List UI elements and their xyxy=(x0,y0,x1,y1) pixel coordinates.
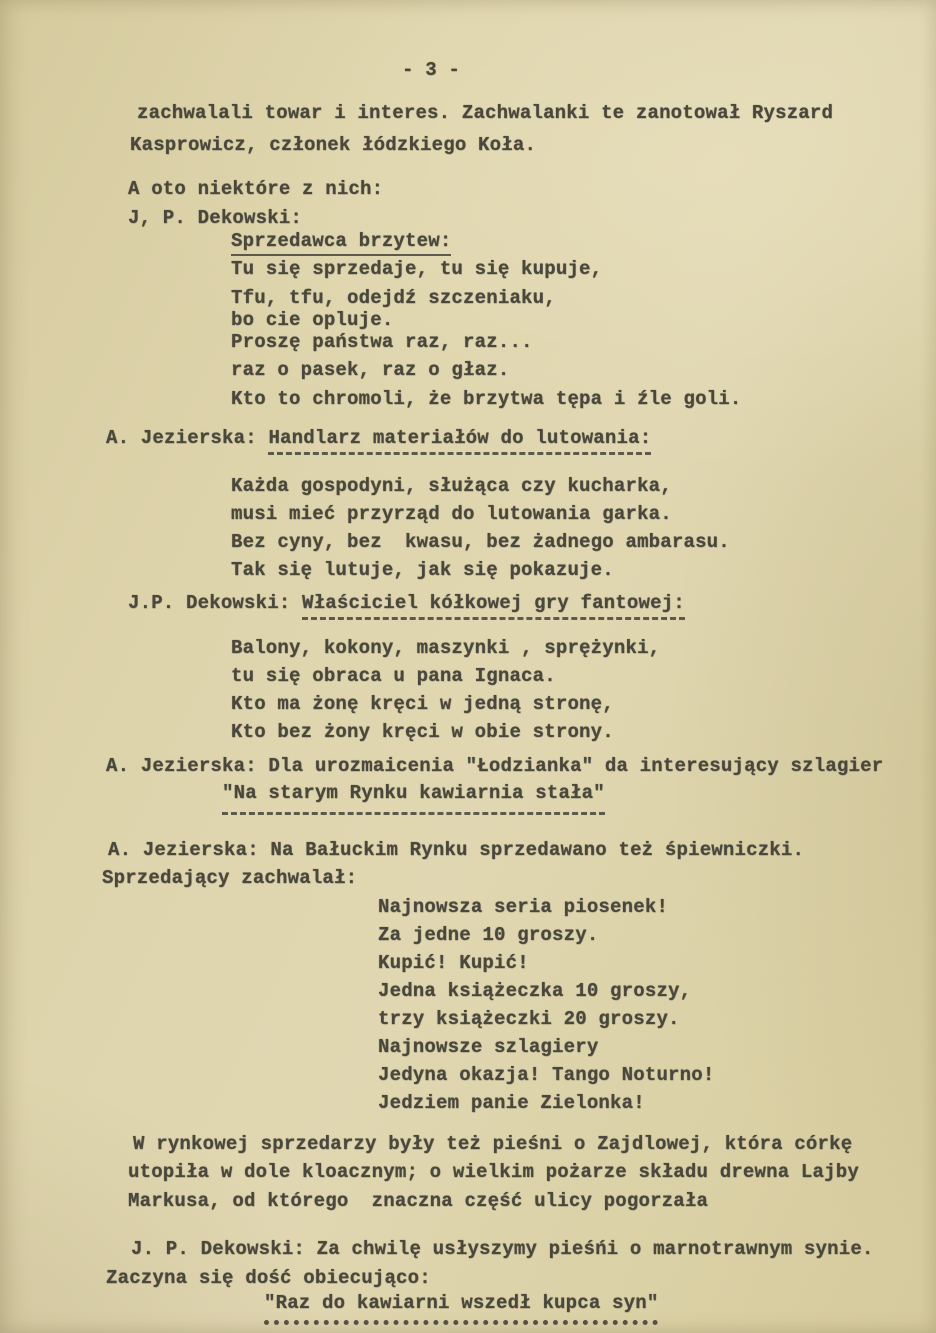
market-paragraph-line-3: Markusa, od którego znaczna część ulicy pogorzała xyxy=(128,1190,709,1212)
songbooks-intro-line-2: Sprzedający zachwalał: xyxy=(102,867,358,889)
razor-verse-line: bo cie opluje. xyxy=(231,309,394,331)
market-paragraph-line-2: utopiła w dole kloacznym; o wielkim pożarze składu drewna Lajby xyxy=(128,1161,859,1183)
solder-author: A. Jezierska: xyxy=(106,427,269,449)
szlagier-intro-line: A. Jezierska: Dla urozmaicenia "Łodzianka" da interesujący szlagier xyxy=(106,755,884,777)
chant-line: trzy książeczki 20 groszy. xyxy=(378,1008,680,1030)
chant-line: Jedna książeczka 10 groszy, xyxy=(378,980,692,1002)
intro-lead-line: A oto niektóre z nich: xyxy=(128,178,384,200)
chant-line: Jedyna okazja! Tango Noturno! xyxy=(378,1064,715,1086)
solder-section-heading xyxy=(106,426,651,455)
lottery-verse-line: tu się obraca u pana Ignaca. xyxy=(231,665,556,687)
lottery-verse-line: Kto bez żony kręci w obie strony. xyxy=(231,721,614,743)
market-paragraph-line-1: W rynkowej sprzedarzy były też pieśni o Zajdlowej, która córkę xyxy=(133,1133,853,1155)
solder-verse-line: Każda gospodyni, służąca czy kucharka, xyxy=(231,475,672,497)
songbooks-intro-line-1: A. Jezierska: Na Bałuckim Rynku sprzedawano też śpiewniczki. xyxy=(108,839,805,861)
chant-line: Za jedne 10 groszy. xyxy=(378,924,599,946)
intro-paragraph-line-2: Kasprowicz, członek łódzkiego Koła. xyxy=(130,134,537,156)
solder-section-title: Handlarz materiałów do lutowania: xyxy=(268,426,651,455)
solder-verse-line: Tak się lutuje, jak się pokazuje. xyxy=(231,559,614,581)
lottery-verse-line: Balony, kokony, maszynki , sprężynki, xyxy=(231,637,661,659)
solder-verse-line: Bez cyny, bez kwasu, bez żadnego ambarasu. xyxy=(231,531,730,553)
outro-quote-line xyxy=(264,1291,658,1325)
outro-quote-text: "Raz do kawiarni wszedł kupca syn" xyxy=(264,1291,658,1325)
razor-section-title xyxy=(231,229,451,256)
razor-verse-line: Tfu, tfu, odejdź szczeniaku, xyxy=(231,287,556,309)
outro-line-2: Zaczyna się dość obiecująco: xyxy=(106,1267,431,1289)
page-number: - 3 - xyxy=(402,59,461,81)
szlagier-quote-text: "Na starym Rynku kawiarnia stała" xyxy=(222,781,605,815)
lottery-section-heading xyxy=(128,591,685,620)
intro-paragraph-line-1: zachwalali towar i interes. Zachwalanki te zanotował Ryszard xyxy=(137,102,834,124)
solder-verse-line: musi mieć przyrząd do lutowania garka. xyxy=(231,503,672,525)
lottery-section-title: Właściciel kółkowej gry fantowej: xyxy=(302,591,685,620)
razor-verse-line: raz o pasek, raz o głaz. xyxy=(231,359,510,381)
chant-line: Najnowsze szlagiery xyxy=(378,1036,599,1058)
razor-title-text: Sprzedawca brzytew: xyxy=(231,229,451,256)
szlagier-quote-line xyxy=(222,781,605,815)
lottery-verse-line: Kto ma żonę kręci w jedną stronę, xyxy=(231,693,614,715)
razor-verse-line: Tu się sprzedaje, tu się kupuje, xyxy=(231,258,603,280)
outro-line-1: J. P. Dekowski: Za chwilę usłyszymy pieśńi o marnotrawnym synie. xyxy=(131,1238,874,1260)
razor-verse-line: Proszę państwa raz, raz... xyxy=(231,331,533,353)
chant-line: Jedziem panie Zielonka! xyxy=(378,1092,645,1114)
chant-line: Najnowsza seria piosenek! xyxy=(378,896,669,918)
intro-author-line: J, P. Dekowski: xyxy=(128,207,303,229)
chant-line: Kupić! Kupić! xyxy=(378,952,529,974)
razor-verse-line: Kto to chromoli, że brzytwa tępa i źle goli. xyxy=(231,388,742,410)
lottery-author: J.P. Dekowski: xyxy=(128,592,303,614)
